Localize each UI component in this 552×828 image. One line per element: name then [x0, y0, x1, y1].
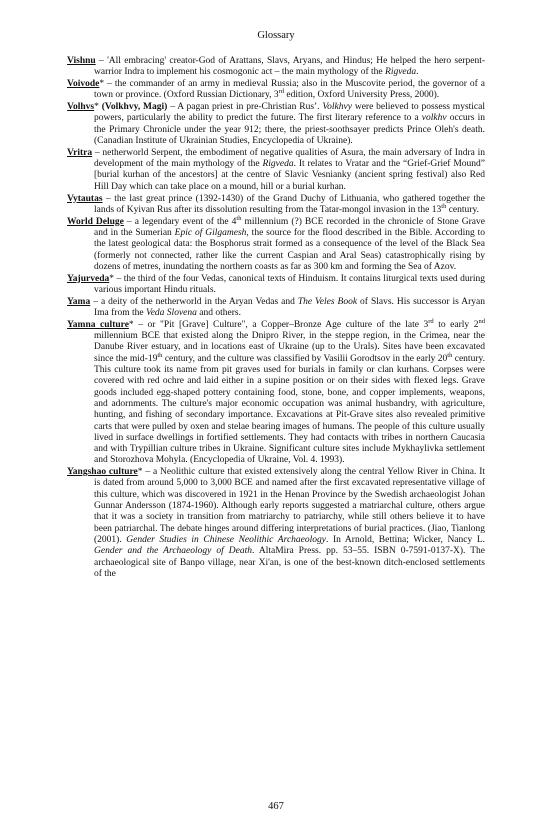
- definition-text: * – or "Pit [Grave] Culture", a Copper–Bronze Age culture of the late 3: [128, 319, 429, 330]
- glossary-entry: [67, 102, 485, 147]
- definition-text: Gender Studies in Chinese Neolithic Archaeology: [126, 534, 326, 545]
- definition-text: th: [441, 202, 447, 210]
- glossary-entry: [67, 79, 485, 102]
- glossary-term: Voivode: [67, 79, 100, 90]
- definition-text: .: [416, 67, 419, 78]
- definition-text: . AltaMira Press. pp. 53–55. ISBN 0-7591-0137-X). The archaeological site of Banpo village, near Xi'an, is one of the best-known ditch-enclosed settlements of the: [94, 546, 485, 579]
- glossary-term: Yangshao culture: [67, 467, 138, 478]
- definition-text: th: [236, 214, 242, 222]
- definition-text: – a legendary event of the 4: [123, 216, 237, 227]
- definition-text: nd: [478, 317, 485, 325]
- definition-text: were believed to possess mystical powers, particularly the ability to predict the future. The first literary reference to a: [94, 102, 485, 124]
- definition-text: th: [447, 351, 453, 359]
- glossary-term: Yajurveda: [67, 273, 110, 284]
- definition-text: edition, Oxford University Press, 2000).: [284, 90, 440, 101]
- glossary-entries: [67, 56, 485, 581]
- definition-text: century, and the culture was classified by Vasilii Gorodtsov in the early 20: [162, 353, 448, 364]
- definition-text: Gender and the Archaeology of Death: [94, 546, 252, 557]
- definition-text: occurs in the Primary Chronicle under the year 912; there, the priest-soothsayer predicts Prince Oleh's death. (Canadian Institute of Ukrainian Studies, Encyclopedia of Ukraine).: [94, 113, 485, 147]
- glossary-term: Vytautas: [67, 193, 103, 204]
- definition-text: * – the third of the four Vedas, canonical texts of Hinduism. It contains liturgical texts used during various important Hindu rituals.: [94, 273, 485, 295]
- running-title: Glossary: [257, 30, 295, 41]
- definition-text: of Slavs. His successor is Aryan Ima from the: [94, 296, 485, 319]
- definition-text: Volkhvy: [322, 102, 352, 113]
- definition-text: millennium (?) BCE recorded in the chronicle of Stone Grave and in the Sumerian: [94, 216, 485, 238]
- definition-text: and others.: [196, 308, 241, 319]
- page-number: 467: [268, 801, 284, 812]
- glossary-entry: [67, 56, 485, 79]
- definition-text: th: [157, 351, 163, 359]
- definition-text: millennium BCE that existed along the Dnipro River, in the steppe region, in the Crimea, near the Danube River estuary, and in locations east of Ukraine (up to the Urals). Sites have been excavated since the mid-19: [94, 331, 485, 364]
- definition-text: Rigveda: [262, 159, 294, 170]
- definition-text: – 'All embracing' creator-God of Arattans, Slavs, Aryans, and Hindus; He helped the hero serpent-warrior Indra to implement his cosmogonic act – the main mythology of the: [94, 56, 485, 78]
- page-header: [0, 30, 552, 41]
- definition-text: * – the commander of an army in medieval Russia; also in the Muscovite period, the governor of a town or province. (Oxford Russian Dictionary, 3: [94, 79, 485, 101]
- definition-text: Rigveda: [385, 67, 417, 78]
- definition-text: *: [94, 102, 102, 113]
- definition-text: – netherworld Serpent, the embodiment of negative qualities of Asura, the main adversary of Indra in development of the main mythology of the: [92, 147, 485, 170]
- glossary-term: Vritra: [67, 147, 93, 158]
- definition-text: Veda Slovena: [145, 308, 197, 319]
- glossary-term: Vishnu: [67, 56, 96, 66]
- page-footer: [0, 801, 552, 812]
- glossary-entry: [67, 148, 485, 193]
- glossary-entry: [67, 467, 485, 580]
- definition-text: to early 2: [433, 319, 479, 330]
- glossary-entry: [67, 274, 485, 297]
- definition-text: rd: [278, 88, 285, 96]
- glossary-entry: [67, 297, 485, 320]
- glossary-entry: [67, 317, 485, 467]
- definition-text: century. This culture took its name from pit graves used for burials in family or clan kurhans. Corpses were covered with red ochre and laid either in a supine position or on their sides with flexed legs. Grave goods included egg-shaped pottery containing food, stone, bone, and copper implements, weapons, and adornments. The culture's major economic occupation was animal husbandry, with agriculture, hunting, and fishing of secondary importance. Excavations at Pit-Grave sites also revealed primitive carts that were pulled by oxen and stelae bearing images of humans. The people of this culture usually lived in surface dwellings in fortified settlements. They had contacts with tribes in northern Caucasia and with Trypillian culture tribes in Ukraine. Significant culture sites include Mykhaylivka settlement and Storozhova Mohyla. (Encyclopedia of Ukraine, Vol. 4. 1993).: [94, 353, 485, 466]
- glossary-entry: [67, 214, 486, 273]
- definition-text: volkhv: [421, 113, 447, 124]
- definition-text: the source for the flood described in the Bible. According to the latest geological data: the Bosphorus strait formed as a consequence of the level of the Black Sea (formerly not connected, rather like the current Caspian and Aral Seas) catastrophically rising by dozens of metres, inundating the northern coasts as far as 300 km and forming the Sea of Azov.: [94, 227, 486, 272]
- definition-text: * – a Neolithic culture that existed extensively along the central Yellow River in China. It is dated from around 5,000 to 3,000 BCE and named after the first excavated representative village of this culture, which was discovered in 1921 in the Henan Province by the Swedish archaeologist Johan Gunnar Andersson (1874-1960). Although early reports suggested a matriarchal culture, others argue that it was a society in transition from matriarchy to patriarchy, while still others believe it to have been patriarchal. The debate hinges around differing interpretations of burial practices. (Jiao, Tianlong (2001).: [94, 467, 485, 545]
- definition-text: Epic of Gilgamesh,: [174, 227, 249, 238]
- glossary-term: Yama: [67, 296, 91, 307]
- definition-text: century.: [446, 204, 479, 215]
- definition-text: – A pagan priest in pre-Christian Rus’.: [167, 102, 323, 113]
- definition-text: – a deity of the netherworld in the Aryan Vedas and: [90, 296, 298, 307]
- definition-text: rd: [428, 317, 434, 325]
- glossary-term: Volhvs: [67, 102, 95, 113]
- definition-text: The Veles Book: [297, 296, 358, 307]
- definition-text: . In Arnold, Bettina; Wicker, Nancy L.: [326, 534, 486, 545]
- definition-text: – the last great prince (1392-1430) of the Grand Duchy of Lithuania, who gathered together the lands of Kyivan Rus after its dissolution resulting from the Tatar-mongol invasion in the 13: [94, 193, 485, 215]
- definition-text: (Volkhvy, Magi): [101, 102, 168, 113]
- glossary-entry: [67, 194, 485, 217]
- definition-text: . It relates to Vratar and the “Grief-Grief Mound” [burial kurhan of the ancestors] at the centre of Slavic Vesnianky (ancient spring festival) also Red Hill Day which can take place on a mound, hill or a burial kurhan.: [94, 159, 486, 192]
- glossary-term: Yamna culture: [67, 319, 129, 330]
- glossary-term: World Deluge: [67, 216, 124, 227]
